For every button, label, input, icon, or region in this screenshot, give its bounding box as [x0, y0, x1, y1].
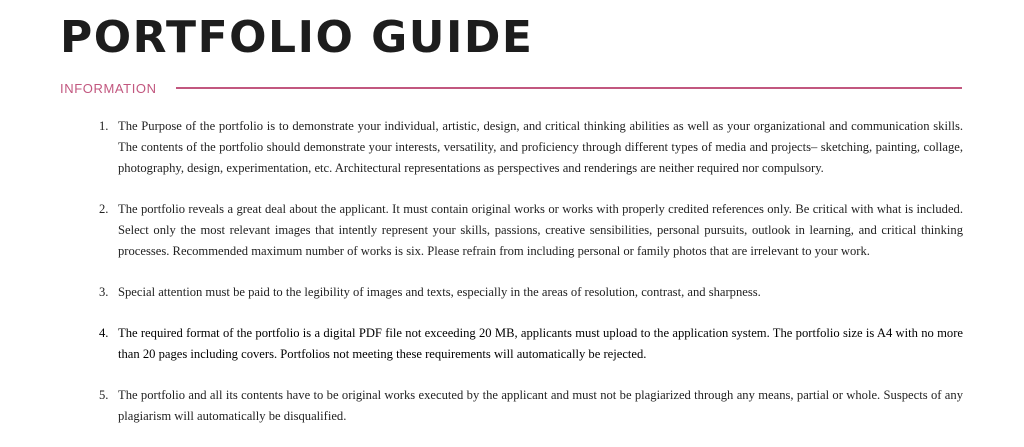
list-item-number: 3. — [99, 285, 109, 299]
list-item-text: Special attention must be paid to the legibility of images and texts, especially in the areas of resolution, contrast, and sharpness. — [118, 285, 761, 299]
list-item-text: The portfolio and all its contents have to be original works executed by the applicant and must not be plagiarized through any means, partial or whole. Suspects of any plagiarism will automatically be disqualified. — [118, 388, 963, 423]
list-item — [0, 199, 963, 262]
list-item — [0, 323, 963, 365]
list-item-number: 5. — [99, 388, 109, 402]
list-item-text: The Purpose of the portfolio is to demonstrate your individual, artistic, design, and critical thinking abilities as well as your organizational and communication skills. The contents of the portfolio should demonstrate your interests, versatility, and proficiency through different types of media and projects– sketching, painting, collage, photography, design, experimentation, etc. Architectural representations as perspectives and renderings are neither required nor compulsory. — [118, 119, 963, 175]
list-item-text: The required format of the portfolio is a digital PDF file not exceeding 20 MB, applicants must upload to the application system. The portfolio size is A4 with no more than 20 pages including covers. Portfolios not meeting these requirements will automatically be rejected. — [118, 326, 963, 361]
list-item — [0, 282, 963, 303]
list-item-text: The portfolio reveals a great deal about the applicant. It must contain original works or works with properly credited references only. Be critical with what is included. Select only the most relevant images that intently represent your skills, passions, creative sensibilities, personal pursuits, outlook in learning, and critical thinking processes. Recommended maximum number of works is six. Please refrain from including personal or family photos that are irrelevant to your work. — [118, 202, 963, 258]
list-item — [0, 116, 963, 179]
list-item-number: 4. — [99, 326, 109, 340]
section-label: INFORMATION — [60, 80, 157, 96]
guide-list — [0, 116, 1024, 447]
page-title: PORTFOLIO GUIDE — [60, 12, 534, 63]
section-header — [60, 78, 962, 98]
list-item-number: 1. — [99, 119, 109, 133]
section-divider — [176, 87, 962, 89]
list-item — [0, 385, 963, 427]
list-item-number: 2. — [99, 202, 109, 216]
